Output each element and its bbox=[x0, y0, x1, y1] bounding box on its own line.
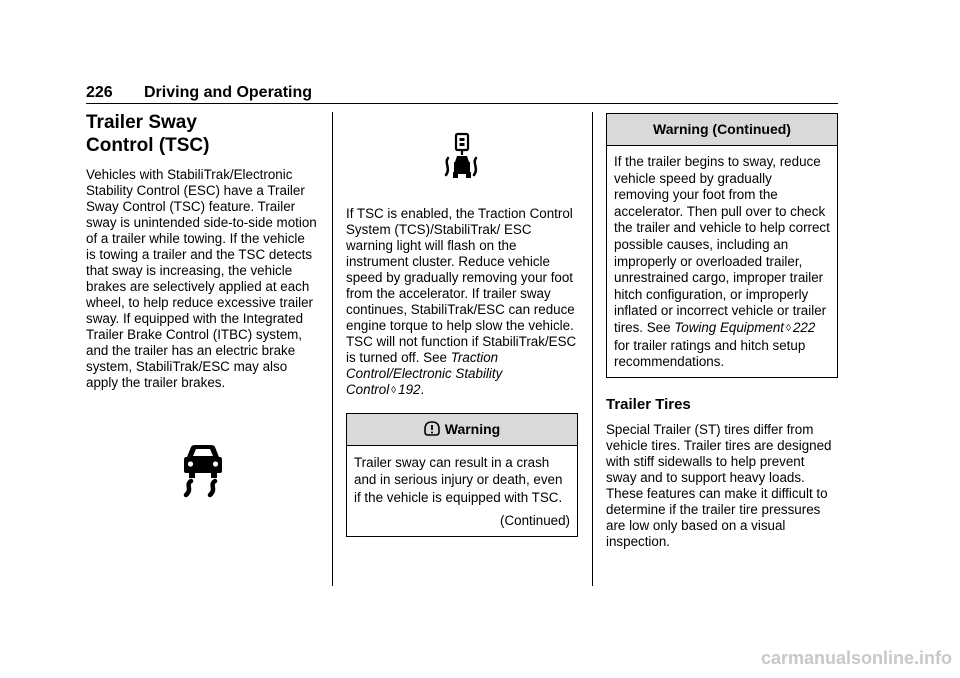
warning-title: Warning bbox=[444, 421, 501, 437]
page-ref-number[interactable]: 222 bbox=[792, 319, 816, 335]
continued-label: (Continued) bbox=[500, 513, 570, 529]
header-rule bbox=[86, 103, 838, 104]
tsc-enabled-text: If TSC is enabled, the Traction Control System (TCS)/StabiliTrak/ ESC warning light will flash on the instrument cluster. Reduce vehicle speed by gradually removing your foot from the accelerator. If trailer sway continues, StabiliTrak/ESC can reduce engine torque to help slow the vehicle. TSC will not function if StabiliTrak/ESC is turned off. See Traction Control/Electronic Stability Control ◊ 192. bbox=[346, 206, 577, 397]
traction-control-link[interactable]: Traction Control/Electronic Stability Control bbox=[346, 350, 503, 397]
trailer-sway-icon bbox=[441, 132, 483, 180]
section-title: Driving and Operating bbox=[144, 84, 313, 101]
traction-control-skid-icon bbox=[172, 443, 232, 499]
warning-continued-text: If the trailer begins to sway, reduce vehicle speed by gradually removing your foot from the accelerator. Then pull over to check the trailer and vehicle to help correct possible causes, including an improperly or overloaded trailer, unrestrained cargo, improper trailer hitch configuration, or improperly inflated or incorrect vehicle or trailer tires. See Towing Equipment ◊ 222 for trailer ratings and hitch setup recommendations. bbox=[614, 154, 830, 370]
trailer-tires-text: Special Trailer (ST) tires differ from vehicle tires. Trailer tires are designed with stiff sidewalls to help prevent sway and to support heavy loads. These features can make it difficult to determine if the trailer tire pressures are low only based on a visual inspection. bbox=[606, 421, 832, 549]
page-ref-number[interactable]: 192 bbox=[398, 382, 421, 397]
column-2 bbox=[346, 108, 578, 537]
warning-text: Trailer sway can result in a crash and in serious injury or death, even if the vehicle is equipped with TSC. bbox=[354, 455, 563, 505]
page-header bbox=[86, 84, 838, 102]
warning-continued-box bbox=[606, 113, 838, 378]
page-number: 226 bbox=[86, 84, 113, 101]
tsc-description: Vehicles with StabiliTrak/Electronic Stability Control (ESC) have a Trailer Sway Control (TSC) feature. Trailer sway is unintended side-to-side motion of a trailer while towing. If the vehicle is towing a trailer and the TSC detects that sway is increasing, the vehicle brakes are selectively applied at each wheel, to help reduce excessive trailer sway. If equipped with the Integrated Trailer Brake Control (ITBC) system, and the trailer has an electric brake system, StabiliTrak/ESC may also apply the trailer brakes. bbox=[86, 167, 317, 390]
page-ref-icon: ◊ bbox=[786, 322, 791, 334]
column-3 bbox=[606, 113, 838, 550]
trailer-tires-heading: Trailer Tires bbox=[606, 395, 691, 413]
warning-continued-title: Warning (Continued) bbox=[607, 114, 837, 146]
section-heading: Trailer Sway Control (TSC) bbox=[86, 112, 210, 156]
watermark: carmanualsonline.info bbox=[760, 648, 952, 668]
warning-box bbox=[346, 413, 578, 537]
towing-equipment-link[interactable]: Towing Equipment bbox=[674, 319, 784, 335]
warning-symbol-icon bbox=[424, 421, 440, 436]
column-divider bbox=[332, 112, 333, 586]
column-1 bbox=[86, 108, 318, 499]
page-ref-icon: ◊ bbox=[391, 385, 397, 396]
column-divider bbox=[592, 112, 593, 586]
